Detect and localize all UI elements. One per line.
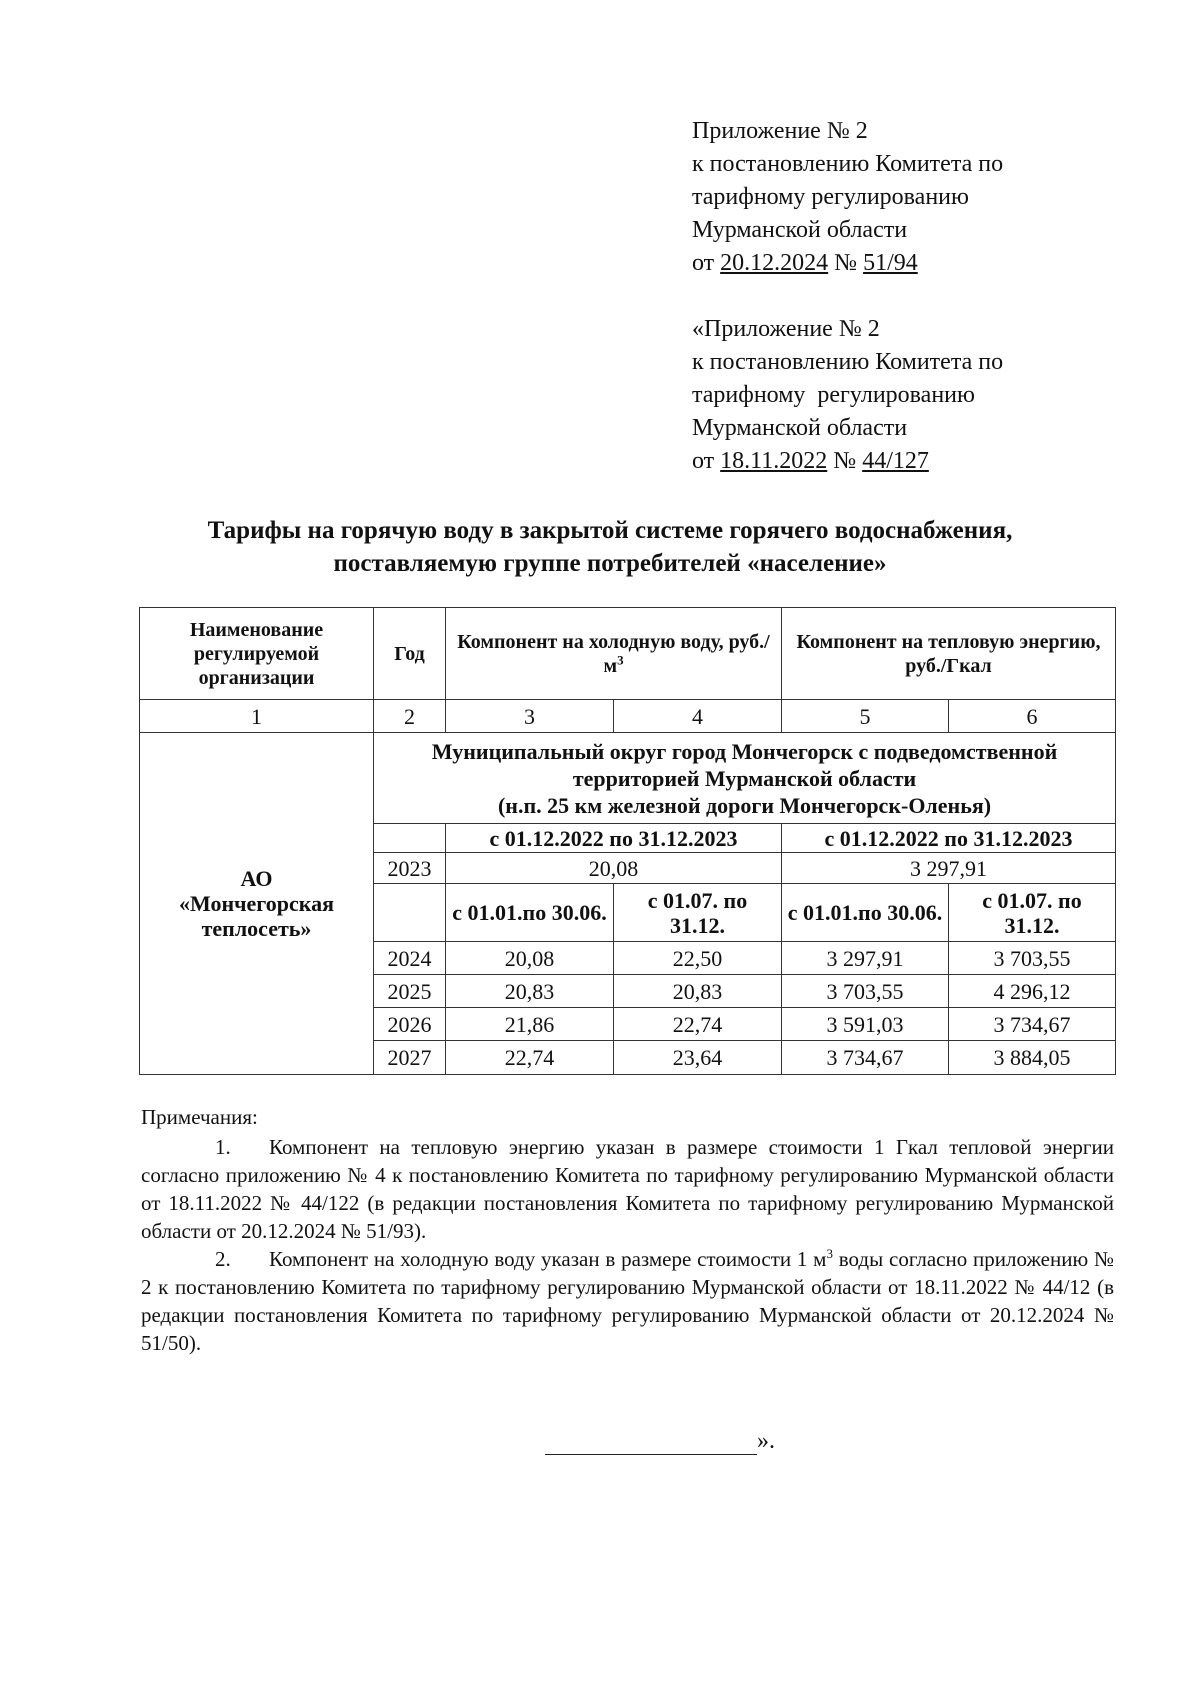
cold-h1: 22,74: [446, 1041, 614, 1075]
header-cold-water-sup: 3: [617, 651, 624, 667]
notes-section: [141, 1103, 1114, 1357]
heat-h1: 3 734,67: [782, 1041, 949, 1075]
territory-line: территорией Мурманской области: [572, 765, 917, 791]
note-number: 1.: [215, 1135, 231, 1159]
title-line: Тарифы на горячую воду в закрытой системе горячего водоснабжения,: [207, 517, 1013, 544]
period-h2-cold: с 01.07. по 31.12.: [614, 884, 782, 942]
period-h1-cold: с 01.01.по 30.06.: [446, 884, 614, 942]
closing-quote: ».: [757, 1428, 775, 1454]
col-number: 2: [374, 700, 446, 733]
territory-line: (н.п. 25 км железной дороги Мончегорск-Оленья): [497, 792, 992, 818]
year-cell: 2025: [374, 975, 446, 1008]
cold-h2: 22,74: [614, 1008, 782, 1041]
header-year: Год: [374, 608, 446, 700]
heat-h1: 3 703,55: [782, 975, 949, 1008]
period-full-heat: с 01.12.2022 по 31.12.2023: [782, 824, 1116, 853]
col-number: 4: [614, 700, 782, 733]
year-cell-empty: [374, 884, 446, 942]
heat-h1: 3 297,91: [782, 942, 949, 975]
territory-name: [374, 733, 1116, 824]
territory-row: [140, 733, 1116, 824]
header-cold-water: [446, 608, 782, 700]
document-title: [110, 514, 1110, 580]
table-header-row: [140, 608, 1116, 700]
cold-h2: 20,83: [614, 975, 782, 1008]
period-h2-heat: с 01.07. по 31.12.: [949, 884, 1116, 942]
note-text: воды согласно приложению № 2 к постановлению Комитета по тарифному регулированию Мурманской области от 18.11.2022 № 44/12 (в редакции постановления Комитета по тарифному регулированию Мурманской области от 20.12.2024 № 51/50).: [141, 1247, 1114, 1355]
year-cell: 2023: [374, 853, 446, 884]
note-number: 2.: [215, 1247, 231, 1271]
appendix-line: Мурманской области: [692, 217, 908, 243]
cold-h2: 22,50: [614, 942, 782, 975]
year-cell: 2027: [374, 1041, 446, 1075]
organization-name: АО «Мончегорская теплосеть»: [140, 733, 374, 1075]
year-cell-empty: [374, 824, 446, 853]
header-cold-water-text: Компонент на холодную воду, руб./м: [457, 630, 770, 677]
col-number: 1: [140, 700, 374, 733]
number-prefix: №: [827, 448, 863, 474]
column-number-row: [140, 700, 1116, 733]
cold-h1: 21,86: [446, 1008, 614, 1041]
appendix-line: тарифному регулированию: [692, 382, 975, 408]
appendix-line: «Приложение № 2: [692, 316, 880, 342]
appendix-header-original: [692, 313, 1003, 478]
heat-h2: 4 296,12: [949, 975, 1116, 1008]
closing-line: [545, 1432, 757, 1455]
cold-h1: 20,08: [446, 942, 614, 975]
appendix-line: Приложение № 2: [692, 118, 868, 144]
closing-mark: [545, 1428, 775, 1455]
header-org: Наименование регулируемой организации: [140, 608, 374, 700]
appendix-line: к постановлению Комитета по: [692, 151, 1004, 177]
heat-h2: 3 703,55: [949, 942, 1116, 975]
heat-h1: 3 591,03: [782, 1008, 949, 1041]
appendix-date-line: [692, 247, 1003, 280]
appendix-number: 51/94: [863, 250, 918, 276]
col-number: 6: [949, 700, 1116, 733]
col-number: 5: [782, 700, 949, 733]
header-heat: Компонент на тепловую энергию, руб./Гкал: [782, 608, 1116, 700]
date-prefix: от: [692, 448, 721, 474]
year-cell: 2024: [374, 942, 446, 975]
heat-h2: 3 884,05: [949, 1041, 1116, 1075]
period-h1-heat: с 01.01.по 30.06.: [782, 884, 949, 942]
heat-h2: 3 734,67: [949, 1008, 1116, 1041]
appendix-line: к постановлению Комитета по: [692, 349, 1004, 375]
period-full-cold: с 01.12.2022 по 31.12.2023: [446, 824, 782, 853]
appendix-header-current: [692, 115, 1003, 280]
appendix-date: 20.12.2024: [720, 250, 829, 276]
note-text: Компонент на тепловую энергию указан в размере стоимости 1 Гкал тепловой энергии согласно приложению № 4 к постановлению Комитета по тарифному регулированию Мурманской области от 18.11.2022 № 44/122 (в редакции постановления Комитета по тарифному регулированию Мурманской области от 20.12.2024 № 51/93).: [141, 1135, 1114, 1243]
note-sup: 3: [826, 1246, 833, 1261]
col-number: 3: [446, 700, 614, 733]
appendix-line: Мурманской области: [692, 415, 908, 441]
territory-line: Муниципальный округ город Мончегорск с подведомственной: [431, 738, 1058, 764]
cold-h1: 20,83: [446, 975, 614, 1008]
appendix-date: 18.11.2022: [720, 448, 828, 474]
title-line: поставляемую группе потребителей «население»: [333, 550, 887, 577]
appendix-number: 44/127: [862, 448, 929, 474]
notes-heading: Примечания:: [141, 1105, 258, 1129]
date-prefix: от: [692, 250, 721, 276]
year-cell: 2026: [374, 1008, 446, 1041]
appendix-line: тарифному регулированию: [692, 184, 969, 210]
cold-h2: 23,64: [614, 1041, 782, 1075]
note-item: [141, 1133, 1114, 1245]
tariffs-table: [139, 607, 1116, 1075]
cold-value: 20,08: [446, 853, 782, 884]
appendix-date-line: [692, 445, 1003, 478]
note-item: [141, 1245, 1114, 1357]
number-prefix: №: [828, 250, 864, 276]
note-text: Компонент на холодную воду указан в размере стоимости 1 м: [269, 1247, 827, 1271]
heat-value: 3 297,91: [782, 853, 1116, 884]
